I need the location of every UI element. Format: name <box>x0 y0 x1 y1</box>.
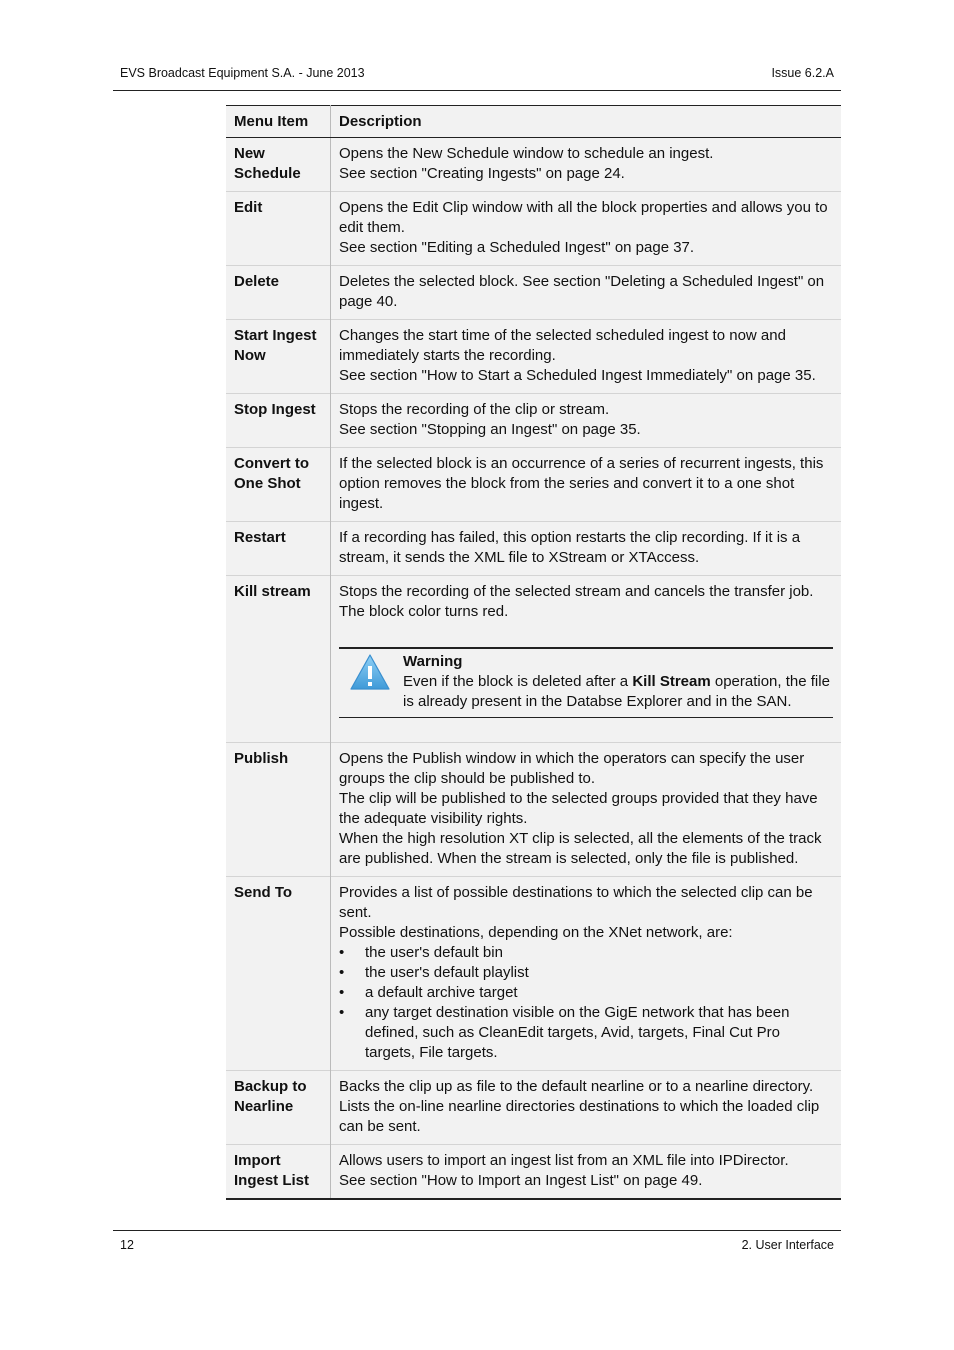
description-line: If the selected block is an occurrence of a series of recurrent ingests, this option removes the block from the series and convert it to a one shot ingest. <box>339 455 824 512</box>
page-footer <box>113 1230 841 1252</box>
description-line: Changes the start time of the selected scheduled ingest to now and immediately starts the recording. <box>339 327 786 364</box>
table-row <box>226 138 841 192</box>
menu-item-name: Restart <box>226 522 331 576</box>
description-line: Lists the on-line nearline directories destinations to which the loaded clip can be sent. <box>339 1098 820 1135</box>
menu-item-description <box>331 448 842 522</box>
page-number: 12 <box>120 1238 134 1252</box>
description-line: Opens the Edit Clip window with all the block properties and allows you to edit them. <box>339 199 828 236</box>
column-header-description: Description <box>331 106 842 138</box>
header-left: EVS Broadcast Equipment S.A. - June 2013 <box>120 66 365 80</box>
table-row <box>226 394 841 448</box>
menu-item-name: Send To <box>226 877 331 1071</box>
table-row <box>226 877 841 1071</box>
description-line: If a recording has failed, this option restarts the clip recording. If it is a stream, it sends the XML file to XStream or XTAccess. <box>339 529 801 566</box>
description-line: See section "How to Import an Ingest List" on page 49. <box>339 1172 703 1189</box>
table-row <box>226 743 841 877</box>
menu-item-name: Convert to One Shot <box>226 448 331 522</box>
menu-item-description <box>331 743 842 877</box>
description-line: Allows users to import an ingest list from an XML file into IPDirector. <box>339 1152 789 1169</box>
description-line: Stops the recording of the clip or stream. <box>339 401 610 418</box>
description-line: See section "How to Start a Scheduled Ingest Immediately" on page 35. <box>339 367 816 384</box>
description-line: See section "Editing a Scheduled Ingest" on page 37. <box>339 239 695 256</box>
menu-item-description <box>331 138 842 192</box>
table-row <box>226 576 841 743</box>
description-line: Stops the recording of the selected stream and cancels the transfer job. The block color turns red. <box>339 583 814 620</box>
menu-item-name: Kill stream <box>226 576 331 743</box>
warning-triangle-icon <box>349 653 391 691</box>
table-header-row <box>226 106 841 138</box>
menu-item-description <box>331 266 842 320</box>
warning-text-after: operation, the file is already present in the Databse Explorer and in the SAN. <box>403 673 830 710</box>
destinations-list <box>339 943 833 1063</box>
description-line: The clip will be published to the selected groups provided that they have the adequate visibility rights. <box>339 790 818 827</box>
list-item: • any target destination visible on the GigE network that has been defined, such as CleanEdit targets, Avid, targets, Final Cut Pro targets, File targets. <box>339 1003 833 1063</box>
menu-item-description <box>331 1145 842 1200</box>
menu-item-description <box>331 320 842 394</box>
description-line: Possible destinations, depending on the XNet network, are: <box>339 924 733 941</box>
description-line: When the high resolution XT clip is selected, all the elements of the track are published. When the stream is selected, only the file is published. <box>339 830 822 867</box>
warning-text-bold: Kill Stream <box>632 673 711 690</box>
menu-item-description <box>331 192 842 266</box>
menu-item-description <box>331 394 842 448</box>
menu-item-name: Start Ingest Now <box>226 320 331 394</box>
header-right: Issue 6.2.A <box>771 66 834 80</box>
menu-items-table <box>226 105 841 1200</box>
table-row <box>226 1071 841 1145</box>
list-item: • the user's default playlist <box>339 963 833 983</box>
description-line: Provides a list of possible destinations to which the selected clip can be sent. <box>339 884 813 921</box>
table-row <box>226 1145 841 1200</box>
warning-text <box>403 672 833 712</box>
table-row <box>226 522 841 576</box>
menu-item-description <box>331 576 842 743</box>
menu-item-name: Publish <box>226 743 331 877</box>
menu-item-description <box>331 1071 842 1145</box>
menu-item-description <box>331 522 842 576</box>
description-line: Opens the Publish window in which the operators can specify the user groups the clip should be published to. <box>339 750 805 787</box>
description-line: Deletes the selected block. See section "Deleting a Scheduled Ingest" on page 40. <box>339 273 825 310</box>
menu-item-name: Backup to Nearline <box>226 1071 331 1145</box>
column-header-menu-item: Menu Item <box>226 106 331 138</box>
table-row <box>226 448 841 522</box>
description-line: See section "Creating Ingests" on page 24. <box>339 165 625 182</box>
menu-item-name: Stop Ingest <box>226 394 331 448</box>
description-line: Backs the clip up as file to the default nearline or to a nearline directory. <box>339 1078 814 1095</box>
warning-text-before: Even if the block is deleted after a <box>403 673 633 690</box>
chapter-title: 2. User Interface <box>741 1238 834 1252</box>
description-line: See section "Stopping an Ingest" on page 35. <box>339 421 641 438</box>
menu-item-name: New Schedule <box>226 138 331 192</box>
list-item: • a default archive target <box>339 983 833 1003</box>
menu-item-description <box>331 877 842 1071</box>
table-row <box>226 320 841 394</box>
table-row <box>226 266 841 320</box>
warning-title: Warning <box>403 653 463 670</box>
list-item: • the user's default bin <box>339 943 833 963</box>
page-header <box>113 66 841 91</box>
menu-item-name: Delete <box>226 266 331 320</box>
warning-box <box>339 647 833 718</box>
table-row <box>226 192 841 266</box>
menu-item-name: Edit <box>226 192 331 266</box>
menu-item-name: Import Ingest List <box>226 1145 331 1200</box>
description-line: Opens the New Schedule window to schedule an ingest. <box>339 145 714 162</box>
